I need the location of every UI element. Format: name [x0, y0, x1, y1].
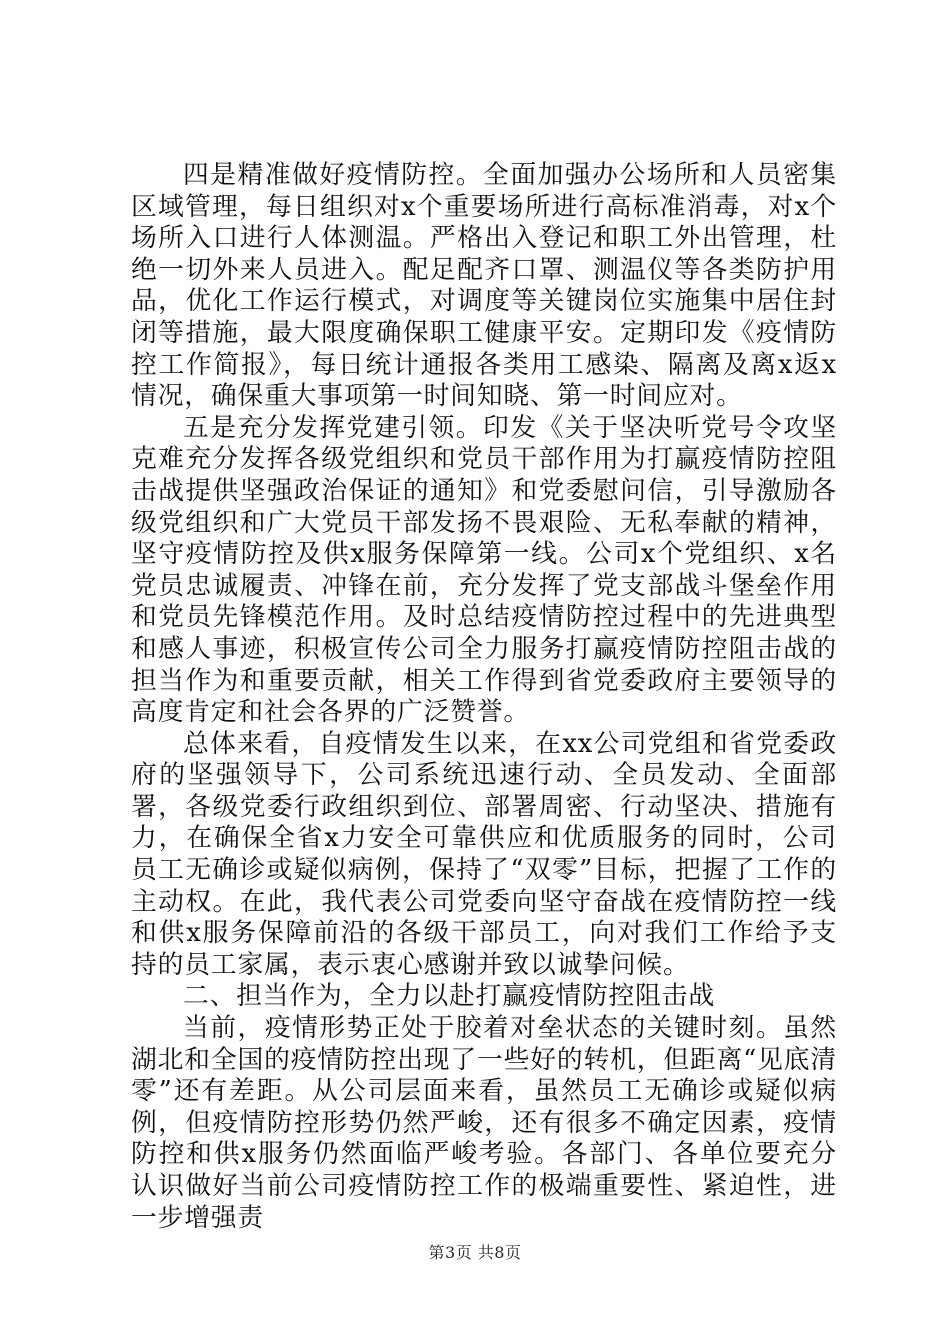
page-number-footer: 第3页 共8页 [428, 1243, 522, 1262]
paragraph-fourth-point: 四是精准做好疫情防控。全面加强办公场所和人员密集区域管理，每日组织对x个重要场所进行高标准消毒，对x个场所入口进行人体测温。严格出入登记和职工外出管理，杜绝一切外来人员进入。配足配齐口罩、测温仪等各类防护用品，优化工作运行模式，对调度等关键岗位实施集中居住封闭等措施，最大限度确保职工健康平安。定期印发《疫情防控工作简报》，每日统计通报各类用工感染、隔离及离x返x情况，确保重大事项第一时间知晓、第一时间应对。 [131, 160, 837, 412]
paragraph-fifth-point: 五是充分发挥党建引领。印发《关于坚决听党号令攻坚克难充分发挥各级党组织和党员干部作用为打赢疫情防控阻击战提供坚强政治保证的通知》和党委慰问信，引导激励各级党组织和广大党员干部发扬不畏艰险、无私奉献的精神，坚守疫情防控及供x服务保障第一线。公司x个党组织、x名党员忠诚履责、冲锋在前，充分发挥了党支部战斗堡垒作用和党员先锋模范作用。及时总结疫情防控过程中的先进典型和感人事迹，积极宣传公司全力服务打赢疫情防控阻击战的担当作为和重要贡献，相关工作得到省党委政府主要领导的高度肯定和社会各界的广泛赞誉。 [131, 412, 837, 728]
paragraph-summary: 总体来看，自疫情发生以来，在xx公司党组和省党委政府的坚强领导下，公司系统迅速行动、全员发动、全面部署，各级党委行政组织到位、部署周密、行动坚决、措施有力，在确保全省x力安全可靠供应和优质服务的同时，公司员工无确诊或疑似病例，保持了“双零”目标，把握了工作的主动权。在此，我代表公司党委向坚守奋战在疫情防控一线和供x服务保障前沿的各级干部员工，向对我们工作给予支持的员工家属，表示衷心感谢并致以诚挚问候。 [131, 728, 837, 980]
section-heading-two: 二、担当作为，全力以赴打赢疫情防控阻击战 [183, 981, 715, 1012]
document-body [131, 160, 837, 1234]
paragraph-current-situation: 当前，疫情形势正处于胶着对垒状态的关键时刻。虽然湖北和全国的疫情防控出现了一些好的转机，但距离“见底清零”还有差距。从公司层面来看，虽然员工无确诊或疑似病例，但疫情防控形势仍然严峻，还有很多不确定因素，疫情防控和供x服务仍然面临严峻考验。各部门、各单位要充分认识做好当前公司疫情防控工作的极端重要性、紧迫性，进一步增强责 [131, 1013, 837, 1233]
